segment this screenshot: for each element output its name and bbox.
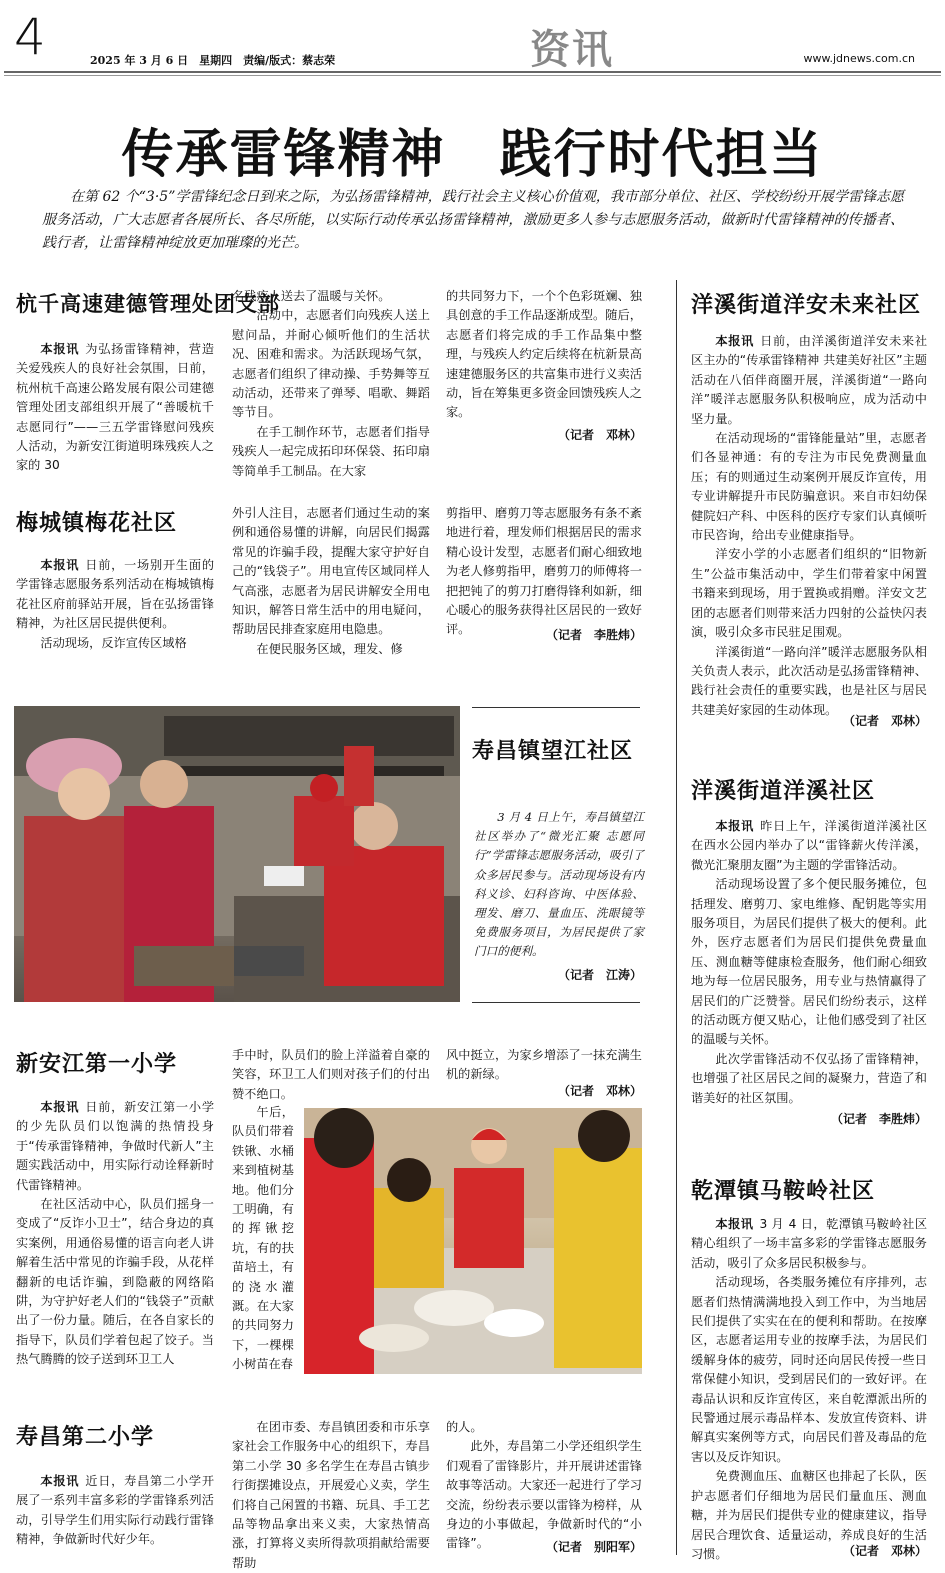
- paragraph: 风中挺立，为家乡增添了一抹充满生机的新绿。: [446, 1048, 642, 1082]
- article-body: [232, 504, 430, 659]
- article-body: [446, 504, 642, 640]
- article-tag: 本报讯: [40, 1100, 80, 1114]
- article-body: [232, 1418, 430, 1573]
- article-tag: 本报讯: [715, 819, 755, 833]
- photo-elderly-haircut: [14, 706, 460, 1002]
- paragraph: 名残疾人送去了温暖与关怀。: [232, 289, 391, 303]
- paragraph: 剪指甲、磨剪刀等志愿服务有条不紊地进行着，理发师们根据居民的需求精心设计发型，志愿者们耐心细致地为老人修剪指甲，磨剪刀的师傅将一把把钝了的剪刀打磨得锋利如新，细心暖心的服务获得社区居民的一致好评。: [446, 506, 642, 637]
- photo-illustration: [14, 706, 460, 1002]
- byline: （记者 邓林）: [842, 714, 927, 728]
- article-tag: 本报讯: [715, 334, 755, 348]
- paragraph: 日前，一场别开生面的学雷锋志愿服务系列活动在梅城镇梅花社区府前驿站开展，旨在弘扬雷锋精神，为社区居民提供便利。: [16, 558, 215, 631]
- header-rule: [4, 71, 941, 73]
- paragraph: 外引人注目，志愿者们通过生动的案例和通俗易懂的讲解，向居民们揭露常见的诈骗手段，提醒大家守护好自己的“钱袋子”。用电宣传区域同样人气高涨，志愿者为居民讲解安全用电知识，解答日常生活中的用电疑问，帮助居民排查家庭用电隐患。: [232, 506, 430, 637]
- main-headline: 传承雷锋精神 践行时代担当: [121, 124, 824, 185]
- article-body: [446, 287, 642, 423]
- photo-children-dumplings: [304, 1108, 642, 1374]
- paragraph: 在手工制作环节，志愿者们指导残疾人一起完成拓印环保袋、拓印扇等简单手工制品。在大家: [232, 424, 430, 478]
- paragraph: 日前，新安江第一小学的少先队员们以饱满的热情投身于“传承雷锋精神，争做时代新人”主题实践活动中，用实际行动诠释新时代雷锋精神。: [16, 1100, 215, 1192]
- article-tag: 本报讯: [40, 1474, 80, 1488]
- byline: （记者 李胜炜）: [545, 628, 642, 642]
- dateline: 2025 年 3 月 6 日 星期四 责编/版式：蔡志荣: [90, 54, 336, 67]
- header-rule-thin: [4, 75, 941, 76]
- article-body: [232, 287, 430, 481]
- paragraph: 手中时，队员们的脸上洋溢着自豪的笑容，环卫工人们则对孩子们的付出赞不绝口。: [232, 1048, 430, 1101]
- article-body: [691, 332, 927, 720]
- byline: （记者 邓林）: [842, 1544, 927, 1558]
- article-title: 乾潭镇马鞍岭社区: [691, 1179, 876, 1204]
- paragraph: 活动现场，反诈宣传区域格: [40, 635, 187, 650]
- article-body: [232, 1046, 430, 1104]
- paragraph: 在活动现场的“雷锋能量站”里，志愿者们各显神通：有的专注为市民免费测量血压；有的则通过生动案例开展反诈宣传，用专业讲解提升市民防骗意识。来自市妇幼保健院妇产科、中医科的医疗专家们认真倾听市民咨询，给出专业健康指导。: [691, 431, 927, 543]
- paragraph: 的共同努力下，一个个色彩斑斓、独具创意的手工作品逐渐成型。随后，志愿者们将完成的手工作品集中整理，与残疾人约定后续将在杭新景高速建德服务区的共富集市进行义卖活动，旨在筹集更多资金回馈残疾人之家。: [446, 289, 642, 420]
- byline: （记者 别阳军）: [545, 1540, 642, 1554]
- paragraph: 活动中，志愿者们向残疾人送上慰问品，并耐心倾听他们的生活状况、困难和需求。为活跃现场气氛，志愿者们组织了律动操、手势舞等互动活动，还带来了弹琴、唱歌、舞蹈等节目。: [232, 308, 430, 420]
- paragraph: 昨日上午，洋溪街道洋溪社区在西水公园内举办了以“雷锋薪火传洋溪，微光汇聚朋友圈”为主题的学雷锋活动。: [691, 819, 928, 872]
- paragraph: 活动现场，各类服务摊位有序排列，志愿者们热情满满地投入到工作中，为当地居民们提供了实实在在的便利和帮助。在按摩区，志愿者运用专业的按摩手法，为居民们缓解身体的疲劳，同时还向居民传授一些日常保健小知识，受到居民们的一致好评。在毒品认识和反诈宣传区，来自乾潭派出所的民警通过展示毒品样本、发放宣传资料、讲解真实案例等方式，向居民们普及毒品的危害以及反诈知识。: [691, 1275, 927, 1464]
- byline: （记者 江涛）: [557, 968, 642, 982]
- byline: （记者 李胜炜）: [830, 1112, 927, 1126]
- article-body: [446, 1418, 642, 1554]
- article-body: [691, 817, 927, 1108]
- article-title: 新安江第一小学: [16, 1052, 178, 1077]
- article-body: [232, 1103, 294, 1375]
- article-body: [16, 1472, 214, 1550]
- paragraph: 午后，队员们带着铁锹、水桶来到植树基地。他们分工明确，有的挥锹挖坑，有的扶苗培土，有的浇水灌溉。在大家的共同努力下，一棵棵小树苗在春: [232, 1105, 294, 1372]
- byline: （记者 邓林）: [557, 428, 642, 442]
- article-body: [16, 340, 214, 476]
- paragraph: 洋溪街道“一路向洋”暖洋志愿服务队相关负责人表示，此次活动是弘扬雷锋精神、践行社会责任的重要实践，也是社区与居民共建美好家园的生动体现。: [691, 644, 927, 717]
- section-title: 资讯: [530, 27, 614, 73]
- photo-illustration: [304, 1108, 642, 1374]
- article-title: 梅城镇梅花社区: [16, 511, 178, 536]
- paragraph: 3 月 4 日上午，寿昌镇望江社区举办了“微光汇聚 志愿同行”学雷锋志愿服务活动，吸引了众多居民参与。活动现场设有内科义诊、妇科咨询、中医体验、理发、磨刀、量血压、洗眼镜等免费服务项目，为居民提供了家门口的便利。: [474, 810, 644, 959]
- paragraph: 近日，寿昌第二小学开展了一系列丰富多彩的学雷锋系列活动，引导学生们用实际行动践行雷锋精神，争做新时代好少年。: [16, 1474, 215, 1547]
- page-number: 4: [14, 8, 46, 66]
- article-body: [474, 808, 644, 962]
- paragraph: 洋安小学的小志愿者们组织的“旧物新生”公益市集活动中，学生们带着家中闲置书籍来到现场，用于置换或捐赠。洋安文艺团的志愿者们则带来活力四射的公益快闪表演，吸引众多市民驻足围观。: [691, 547, 927, 640]
- paragraph: 在社区活动中心，队员们摇身一变成了“反诈小卫士”，结合身边的真实案例，用通俗易懂的语言向老人讲解着生活中常见的诈骗手段，从花样翻新的电话诈骗，到隐蔽的网络陷阱，为守护好老人们的“钱袋子”贡献出了一份力量。随后，在各自家长的指导下，队员们学着包起了饺子。当热气腾腾的饺子送到环卫工人: [16, 1197, 214, 1367]
- article-tag: 本报讯: [40, 342, 80, 356]
- paragraph: 为弘扬雷锋精神，营造关爱残疾人的良好社会氛围，日前，杭州杭千高速公路发展有限公司建德管理处团支部组织开展了“善暖杭千 志愿同行”——三五学雷锋慰问残疾人活动，为新安江街道明珠残疾人之家的 30: [16, 342, 215, 473]
- article-title: 寿昌镇望江社区: [472, 739, 634, 764]
- article-title: 杭千高速建德管理处团支部: [16, 292, 280, 316]
- paragraph: 的人。: [446, 1420, 483, 1434]
- article-body: [16, 556, 214, 653]
- article-body: [691, 1215, 927, 1564]
- lead-paragraph: 在第 62 个“3·5”学雷锋纪念日到来之际，为弘扬雷锋精神，践行社会主义核心价值观，我市部分单位、社区、学校纷纷开展学雷锋志愿服务活动，广大志愿者各展所长、各尽所能，以实际行动传承弘扬雷锋精神，激励更多人参与志愿服务活动，做新时代雷锋精神的传播者、践行者，让雷锋精神绽放更加璀璨的光芒。: [42, 189, 904, 251]
- paragraph: 此外，寿昌第二小学还组织学生们观看了雷锋影片，并开展讲述雷锋故事等活动。大家还一起进行了学习交流，纷纷表示要以雷锋为榜样，从身边的小事做起，争做新时代的“小雷锋”。: [446, 1439, 642, 1551]
- article-title: 洋溪街道洋安未来社区: [691, 293, 922, 318]
- column-divider: [676, 280, 677, 1555]
- byline: （记者 邓林）: [557, 1084, 642, 1098]
- website-link[interactable]: www.jdnews.com.cn: [803, 52, 915, 65]
- paragraph: 在便民服务区域，理发、修: [256, 641, 403, 656]
- box-rule: [472, 1002, 640, 1003]
- article-tag: 本报讯: [715, 1217, 754, 1231]
- article-title: 寿昌第二小学: [16, 1425, 155, 1450]
- article-title: 洋溪街道洋溪社区: [691, 779, 876, 804]
- paragraph: 免费测血压、血糖区也排起了长队，医护志愿者们仔细地为居民们量血压、测血糖，并为居民们提供专业的健康建议，指导居民合理饮食、适量运动，养成良好的生活习惯。: [691, 1469, 927, 1561]
- paragraph: 3 月 4 日，乾潭镇马鞍岭社区精心组织了一场丰富多彩的学雷锋志愿服务活动，吸引了众多居民积极参与。: [691, 1217, 928, 1270]
- paragraph: 在团市委、寿昌镇团委和市乐享家社会工作服务中心的组织下，寿昌第二小学 30 多名学生在寿昌古镇步行街摆摊设点，开展爱心义卖，学生们将自己闲置的书籍、玩具、手工艺品等物品拿出来义卖，大家热情高涨，打算将义卖所得款项捐献给需要帮助: [232, 1420, 430, 1570]
- article-body: [16, 1098, 214, 1370]
- paragraph: 活动现场设置了多个便民服务摊位，包括理发、磨剪刀、家电维修、配钥匙等实用服务项目，为居民们提供了极大的便利。此外，医疗志愿者们为居民们提供免费量血压、测血糖等健康检查服务，他们耐心细致地为每一位居民服务，用专业与热情赢得了居民们的广泛赞誉。居民们纷纷表示，这样的活动既方便又贴心，让他们感受到了社区的温暖与关怀。: [691, 877, 927, 1047]
- article-body: [446, 1046, 642, 1085]
- paragraph: 此次学雷锋活动不仅弘扬了雷锋精神，也增强了社区居民之间的凝聚力，营造了和谐美好的社区氛围。: [691, 1051, 927, 1105]
- paragraph: 日前，由洋溪街道洋安未来社区主办的“传承雷锋精神 共建美好社区”主题活动在八佰伴商圈开展，洋溪街道“一路向洋”暖洋志愿服务队积极响应，成为活动中坚力量。: [691, 334, 928, 426]
- box-rule: [472, 707, 640, 708]
- article-tag: 本报讯: [40, 558, 80, 572]
